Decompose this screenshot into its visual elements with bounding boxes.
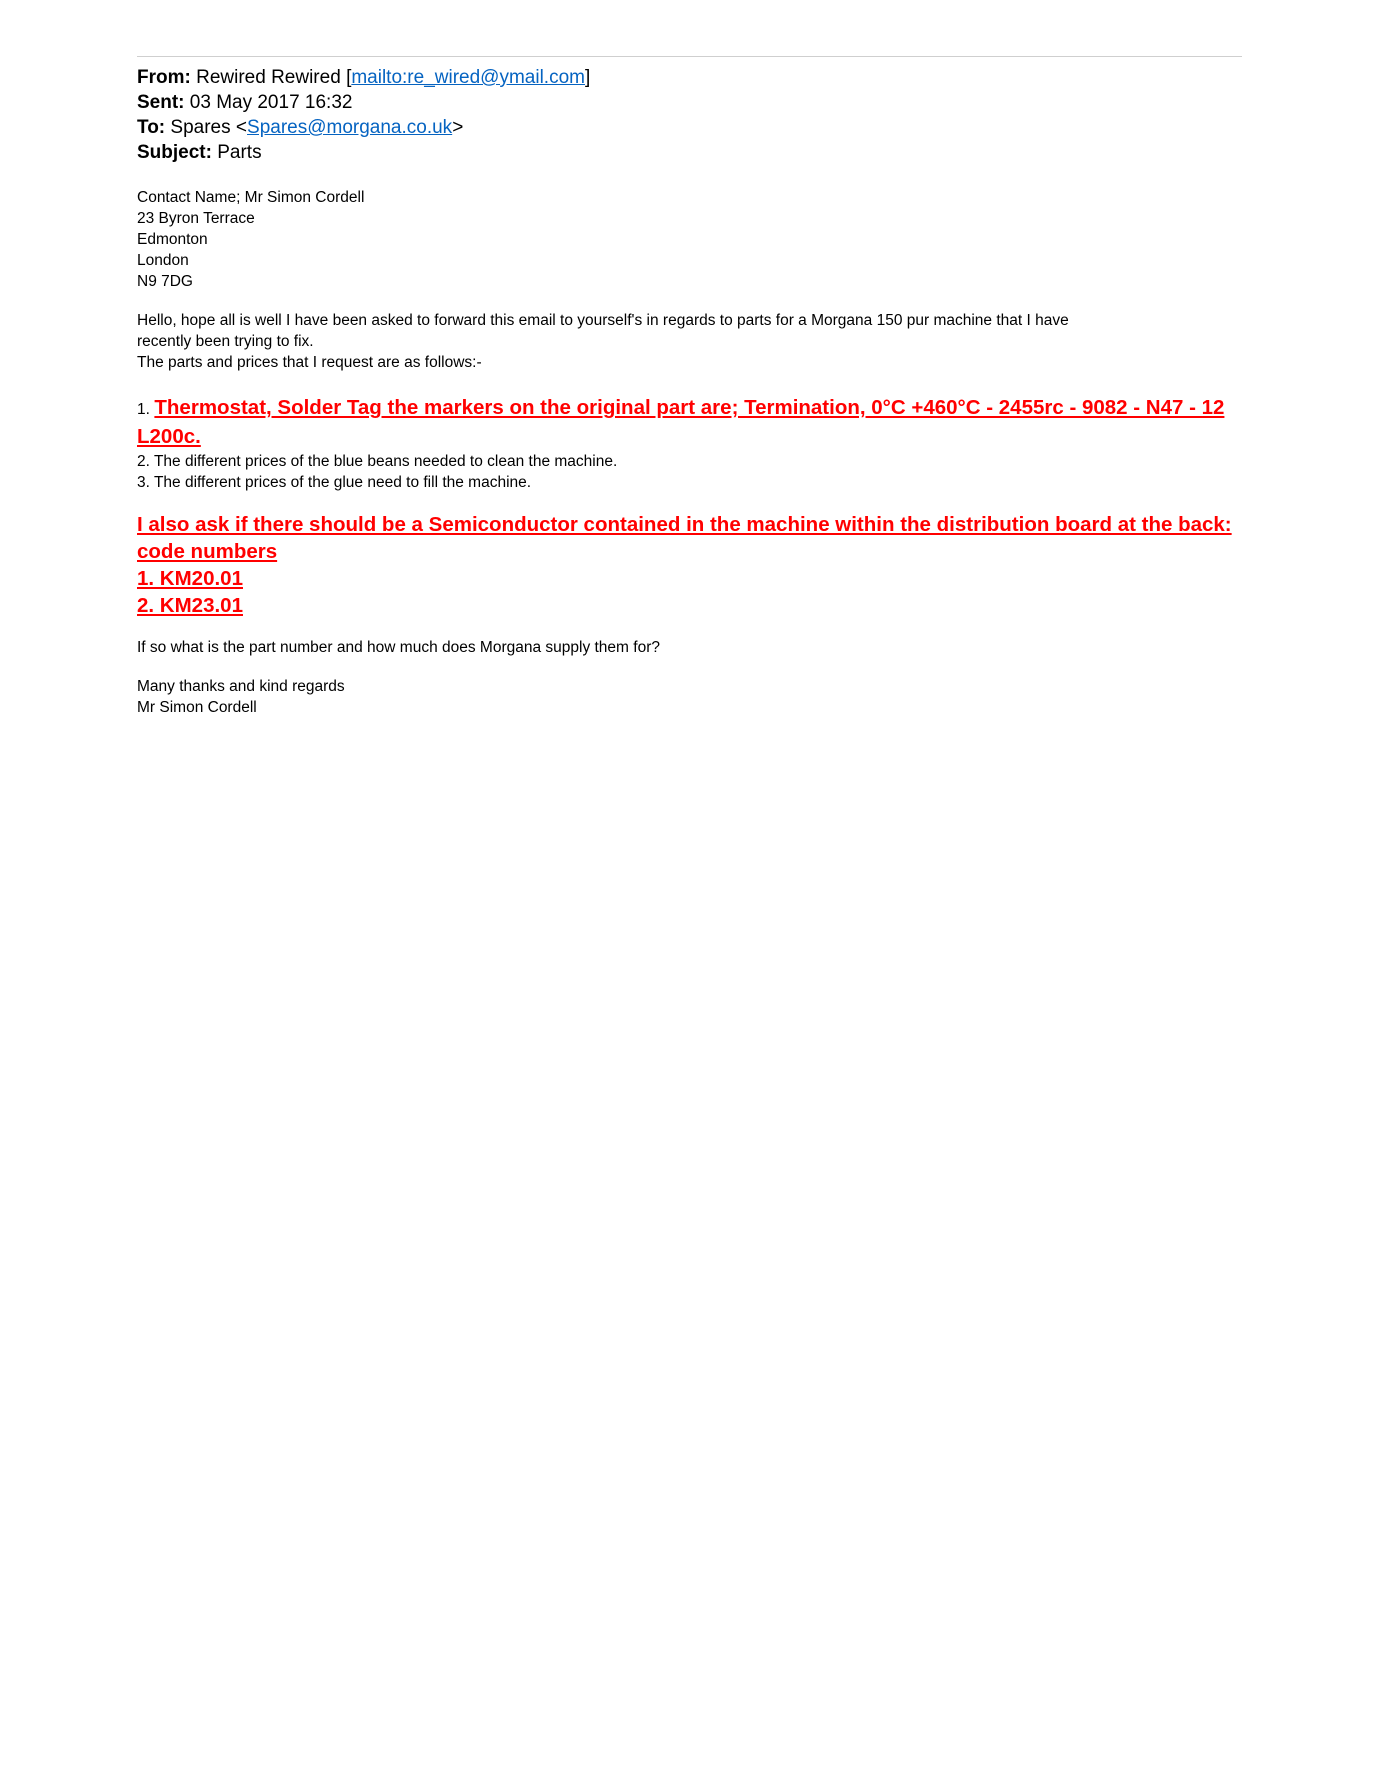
address-line: N9 7DG (137, 273, 193, 290)
intro-line-2: recently been trying to fix. (137, 333, 314, 350)
subject-value: Parts (217, 142, 262, 163)
from-label: From: (137, 67, 191, 88)
request-item-1-text: Thermostat, Solder Tag the markers on the original part are; Termination, 0°C +460°C - 2455rc - 9082 - N47 - 12 L200c. (137, 396, 1225, 448)
semiconductor-code-2: 2. KM23.01 (137, 594, 243, 617)
intro-paragraph (137, 310, 1242, 373)
semiconductor-section (137, 511, 1242, 619)
request-item-1 (137, 393, 1242, 451)
request-item-2: 2. The different prices of the blue beans needed to clean the machine. (137, 453, 618, 470)
to-line (137, 115, 1242, 140)
address-line: 23 Byron Terrace (137, 210, 255, 227)
address-line: Contact Name; Mr Simon Cordell (137, 189, 365, 206)
from-line (137, 65, 1242, 90)
from-mailto-link[interactable]: mailto:re_wired@ymail.com (351, 67, 585, 88)
from-open-bracket: [ (346, 67, 352, 88)
from-name: Rewired Rewired (196, 67, 341, 88)
request-item-1-number: 1. (137, 401, 150, 418)
to-open-bracket: < (235, 117, 248, 138)
to-close-bracket: > (452, 117, 464, 138)
intro-line-3: The parts and prices that I request are as follows:- (137, 354, 482, 371)
signoff-name: Mr Simon Cordell (137, 699, 257, 716)
email-document (137, 56, 1242, 718)
email-header (137, 65, 1242, 165)
subject-line (137, 140, 1242, 165)
address-line: London (137, 252, 189, 269)
contact-address (137, 187, 1242, 292)
to-name: Spares (170, 117, 231, 138)
to-label: To: (137, 117, 166, 138)
subject-label: Subject: (137, 142, 212, 163)
to-email-link[interactable]: Spares@morgana.co.uk (247, 117, 453, 138)
address-line: Edmonton (137, 231, 208, 248)
signoff (137, 676, 1242, 718)
from-close-bracket: ] (584, 67, 591, 88)
followup-question: If so what is the part number and how much does Morgana supply them for? (137, 639, 660, 656)
semiconductor-question: I also ask if there should be a Semiconductor contained in the machine within the distribution board at the back: code numbers (137, 513, 1232, 563)
request-item-3: 3. The different prices of the glue need to fill the machine. (137, 474, 532, 491)
intro-line-1: Hello, hope all is well I have been asked to forward this email to yourself's in regards to parts for a Morgana 150 pur machine that I have (137, 312, 1069, 329)
signoff-line-1: Many thanks and kind regards (137, 678, 345, 695)
sent-line (137, 90, 1242, 115)
semiconductor-code-1: 1. KM20.01 (137, 567, 243, 590)
top-divider (137, 56, 1242, 57)
sent-label: Sent: (137, 92, 185, 113)
sent-value: 03 May 2017 16:32 (189, 92, 353, 113)
